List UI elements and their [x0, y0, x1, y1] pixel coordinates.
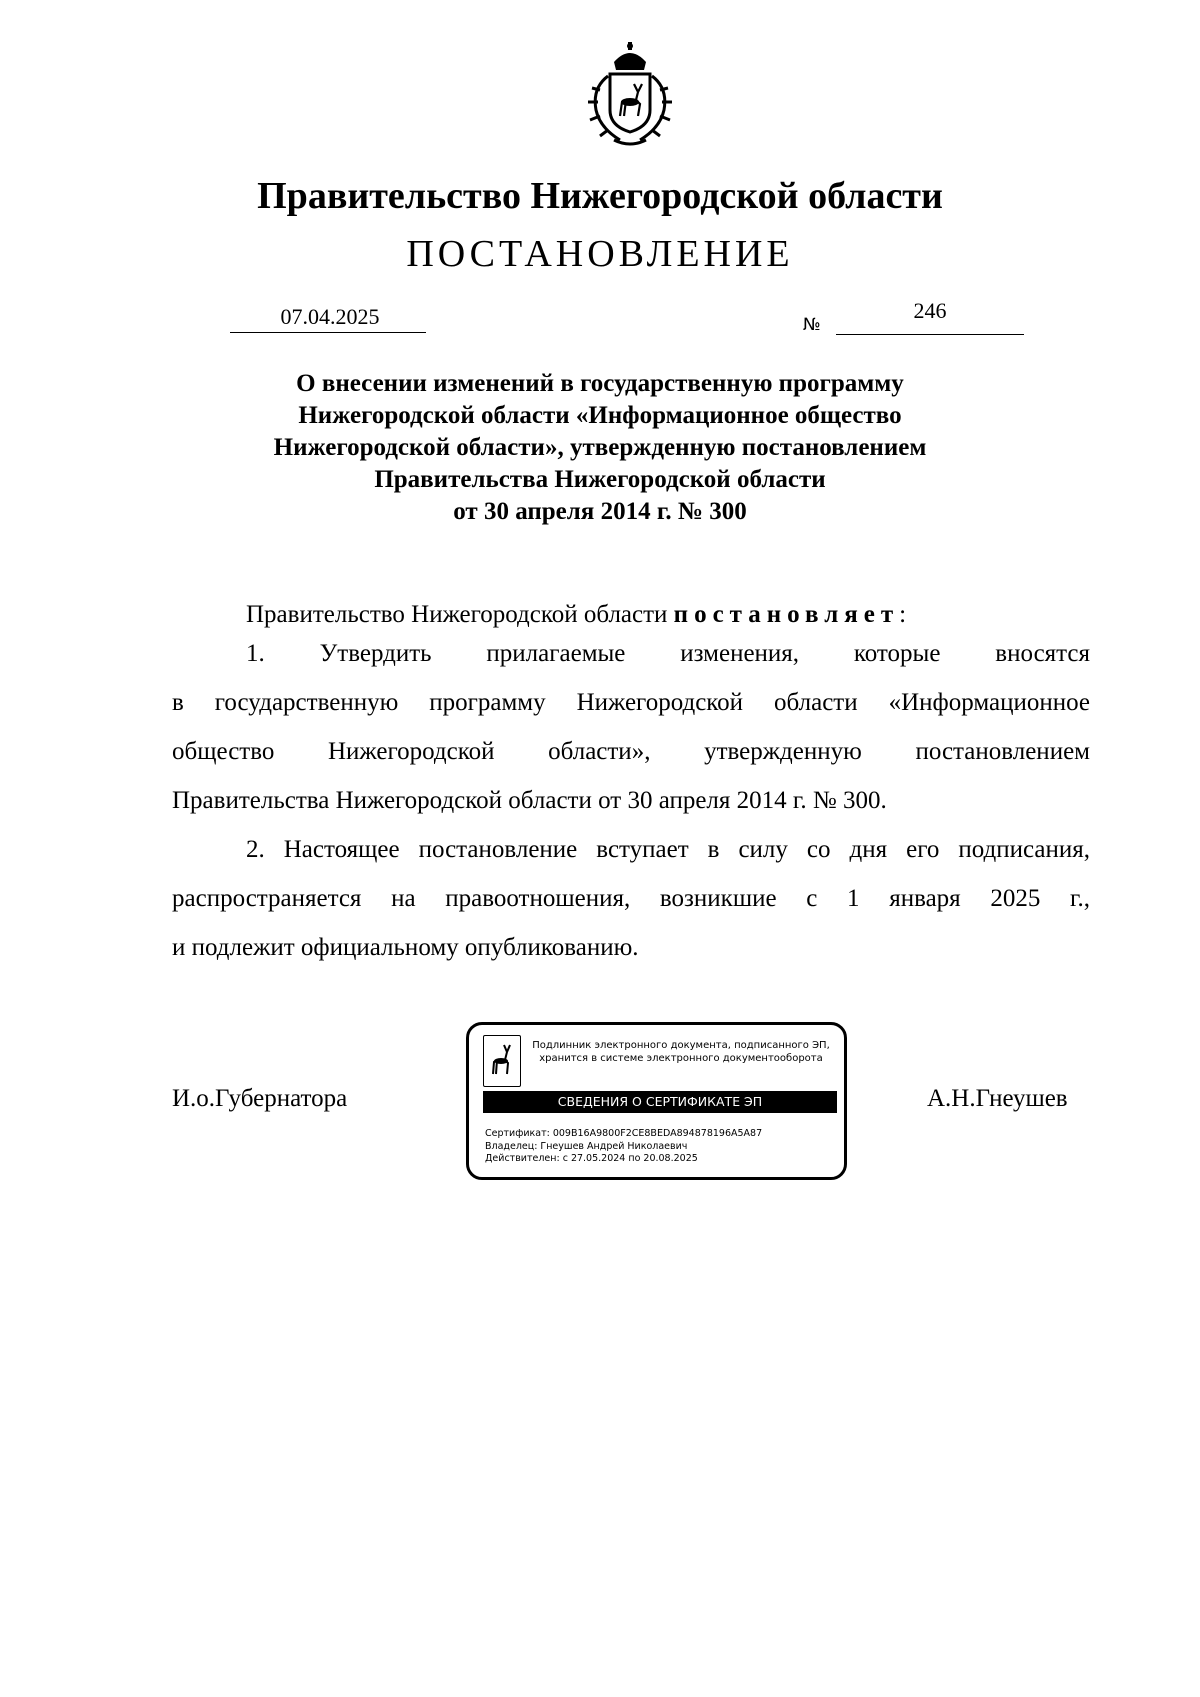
- paragraph-1-line: 1. Утвердить прилагаемые изменения, которые вносятся: [246, 640, 1090, 667]
- intro-bold-verb: постановляет: [673, 601, 900, 628]
- certificate-validity: Действителен: с 27.05.2024 по 20.08.2025: [485, 1153, 698, 1164]
- coat-of-arms-emblem: [570, 40, 690, 150]
- paragraph-2-line: и подлежит официальному опубликованию.: [172, 934, 639, 961]
- certificate-owner: Владелец: Гнеушев Андрей Николаевич: [485, 1140, 688, 1152]
- number-sign: №: [803, 315, 821, 335]
- stamp-title-bar: СВЕДЕНИЯ О СЕРТИФИКАТЕ ЭП: [483, 1091, 837, 1113]
- paragraph-2-line: 2. Настоящее постановление вступает в силу со дня его подписания,: [246, 836, 1090, 863]
- paragraph-2-line: распространяется на правоотношения, возникшие с 1 января 2025 г.,: [172, 885, 1090, 912]
- subject-line: Правительства Нижегородской области: [374, 466, 826, 493]
- document-subject: [0, 368, 1200, 528]
- deer-emblem-icon: [483, 1035, 521, 1087]
- document-number: 246: [913, 298, 947, 323]
- document-type: ПОСТАНОВЛЕНИЕ: [406, 233, 794, 275]
- intro-tail: :: [899, 601, 907, 628]
- stamp-note-line: хранится в системе электронного документооборота: [539, 1053, 823, 1064]
- certificate-details: [485, 1128, 762, 1166]
- certificate-id: Сертификат: 009B16A9800F2CE8BEDA894878196A5A87: [485, 1128, 763, 1139]
- signer-name: А.Н.Гнеушев: [927, 1085, 1068, 1112]
- stamp-note-line: Подлинник электронного документа, подписанного ЭП,: [532, 1040, 830, 1051]
- government-title: Правительство Нижегородской области: [257, 175, 943, 217]
- signer-position: И.о.Губернатора: [172, 1085, 348, 1112]
- subject-line: Нижегородской области», утвержденную постановлением: [273, 434, 927, 461]
- paragraph-1-line: общество Нижегородской области», утвержденную постановлением: [172, 738, 1090, 765]
- stamp-note: [521, 1039, 841, 1065]
- subject-line: Нижегородской области «Информационное общество: [298, 402, 902, 429]
- paragraph-1-line: в государственную программу Нижегородской области «Информационное: [172, 689, 1090, 716]
- date-underline: [230, 332, 426, 333]
- number-underline: [836, 334, 1024, 335]
- subject-line: от 30 апреля 2014 г. № 300: [453, 498, 747, 525]
- resolution-intro: [246, 590, 906, 639]
- intro-lead: Правительство Нижегородской области: [246, 601, 674, 628]
- paragraph-1-line: Правительства Нижегородской области от 30 апреля 2014 г. № 300.: [172, 787, 887, 814]
- document-date: 07.04.2025: [280, 304, 380, 329]
- subject-line: О внесении изменений в государственную программу: [296, 370, 904, 397]
- electronic-signature-stamp: [466, 1022, 847, 1180]
